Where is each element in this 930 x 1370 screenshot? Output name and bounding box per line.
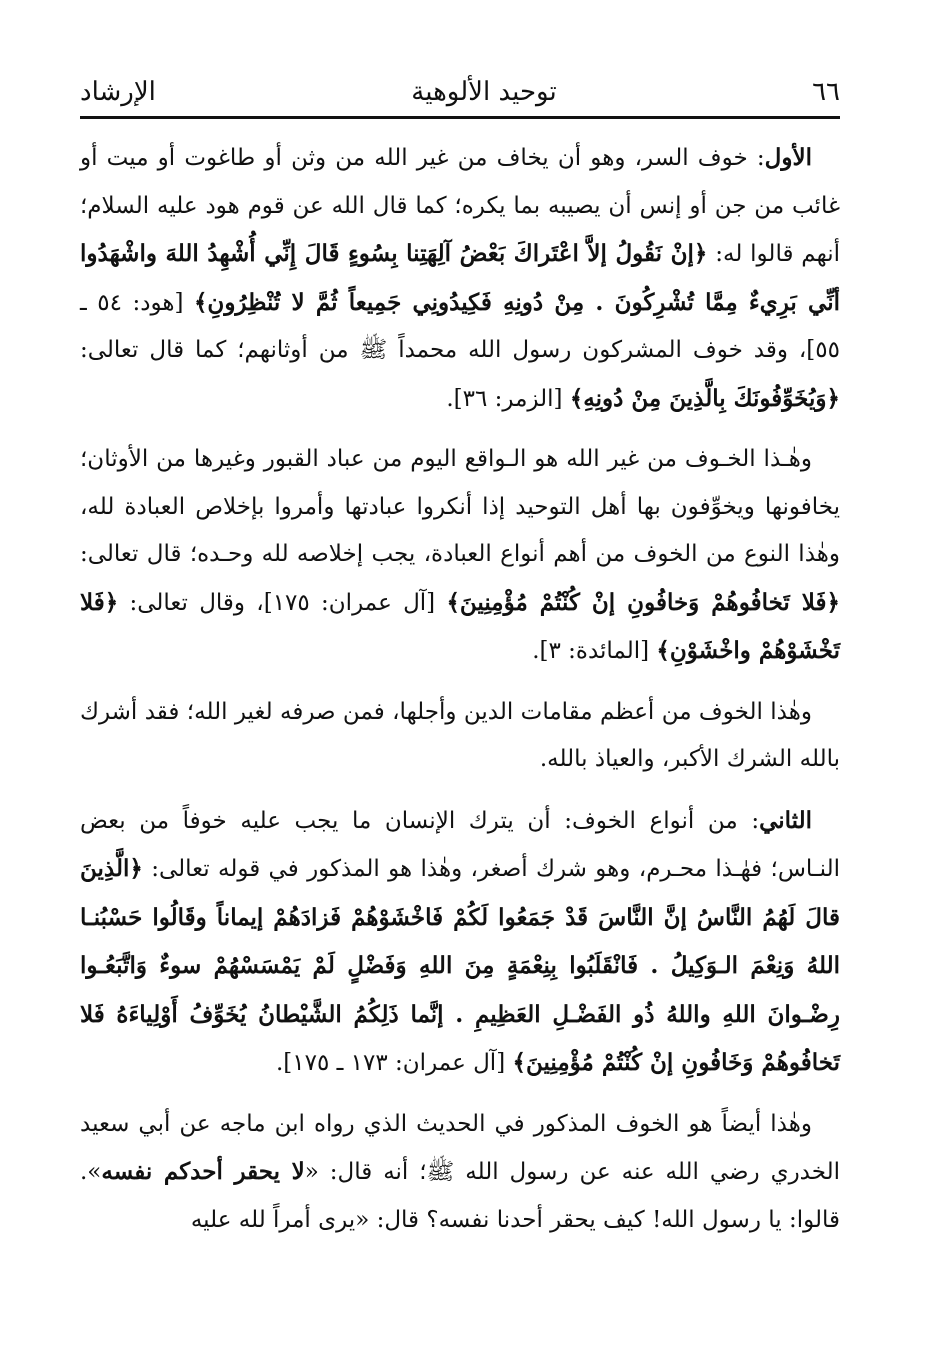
hadith-quote: لا يحقر أحدكم نفسه (101, 1158, 305, 1185)
text-segment: : من أنواع الخوف: أن يترك الإنسان ما يجب عليه خوفاً من بعض النـاس؛ فهٰـذا محـرم، وهو شرك أصغر، وهٰذا هو المذكور في قوله تعالى: (80, 807, 840, 882)
book-section: الإرشاد (80, 77, 156, 107)
paragraph-5 (80, 1101, 840, 1245)
text-segment: وهٰذا أيضاً هو الخوف المذكور في الحديث الذي رواه ابن ماجه عن أبي سعيد الخدري رضي الله عنه عن رسول الله ﷺ؛ أنه قال: « (80, 1110, 840, 1185)
page-number: ٦٦ (812, 77, 840, 107)
paragraph-3 (80, 689, 840, 784)
chapter-title: توحيد الألوهية (411, 77, 557, 107)
page-body (80, 134, 840, 1257)
running-header (80, 70, 840, 114)
citation: [المائدة: ٣]. (532, 638, 657, 664)
quran-quote: ﴿إنْ نَقُولُ إلاَّ اعْتَراكَ بَعْضُ آلِهَتِنا بِسُوءٍ قَالَ إِنِّي أُشْهِدُ اللهَ واشْهَدُوا أنِّي بَرِيءٌ مِمَّا تُشْرِكُونَ . مِنْ دُونِهِ فَكِيدُونِي جَمِيعاً ثُمَّ لا تُنْظِرُونِ﴾ (80, 240, 840, 316)
text-segment: [آل عمران: ١٧٥]، وقال تعالى: (118, 589, 447, 616)
text-segment: وهٰـذا الخـوف من غير الله هو الـواقع اليوم من عباد القبور وغيرها من الأوثان؛ يخافونها ويخوِّفون بها أهل التوحيد إذا أنكروا عبادتها وأمروا بإخلاص العبادة لله، وهٰذا النوع من الخوف من أهم أنواع العبادة، يجب إخلاصه لله وحـده؛ قال تعالى: (80, 446, 840, 567)
quran-quote: ﴿فَلا تَخْشَوْهُمْ واخْشَوْنِ﴾ (80, 588, 840, 664)
paragraph-4 (80, 797, 840, 1088)
quran-quote: ﴿فَلا تَخافُوهُمْ وَخافُونِ إنْ كُنْتُمْ مُؤْمِنِينَ﴾ (446, 588, 840, 616)
quran-quote: ﴿وَيُخَوِّفُونَكَ بِالَّذِينَ مِنْ دُونِهِ﴾ (569, 384, 840, 412)
paragraph-1 (80, 134, 840, 423)
text-segment: : خوف السر، وهو أن يخاف من غير الله من وثن أو طاغوت أو ميت أو غائب من جن أو إنس أن يصيبه بما يكره؛ كما قال الله عن قوم هود عليه السلام؛ أنهم قالوا له: (80, 145, 840, 267)
quran-quote: ﴿الَّذِينَ قالَ لَهُمُ النَّاسُ إنَّ النَّاسَ قَدْ جَمَعُوا لَكُمْ فَاخْشَوْهُمْ فَزادَهُمْ إيماناً وقَالُوا حَسْبُنـا اللهُ وَنِعْمَ الـوَكِيلُ . فَانْقَلَبُوا بِنِعْمَةٍ مِنَ اللهِ وَفَضْلٍ لَمْ يَمْسَسْهُمْ سوءٌ وَاتَّبَعُـوا رِضْـوانَ اللهِ واللهُ ذُو الفَضْـلِ العَظِيمِ . إنَّما ذَلِكُمُ الشَّيْطانُ يُخَوِّفُ أَوْلِياءَهُ فَلا تَخافُوهُمْ وَخَافُونِ إنْ كُنْتُمْ مُؤْمِنِينَ﴾ (80, 855, 840, 1076)
paragraph-2 (80, 436, 840, 676)
text-segment: ». قالوا: يا رسول الله! كيف يحقر أحدنا نفسه؟ قال: «يرى أمراً لله عليه (80, 1159, 840, 1233)
text-segment: وهٰذا الخوف من أعظم مقامات الدين وأجلها، فمن صرفه لغير الله؛ فقد أشرك بالله الشرك الأكبر، والعياذ بالله. (80, 698, 840, 772)
paragraph-lead: الثاني (759, 806, 812, 834)
citation: [آل عمران: ١٧٣ ـ ١٧٥]. (275, 1050, 513, 1076)
paragraph-lead: الأول (764, 144, 812, 171)
citation: [الزمر: ٣٦]. (446, 385, 570, 412)
text-segment: [هود: ٥٤ ـ ٥٥]، وقد خوف المشركون رسول الله محمداً ﷺ من أوثانهم؛ كما قال تعالى: (80, 289, 840, 363)
header-rule (80, 116, 840, 119)
